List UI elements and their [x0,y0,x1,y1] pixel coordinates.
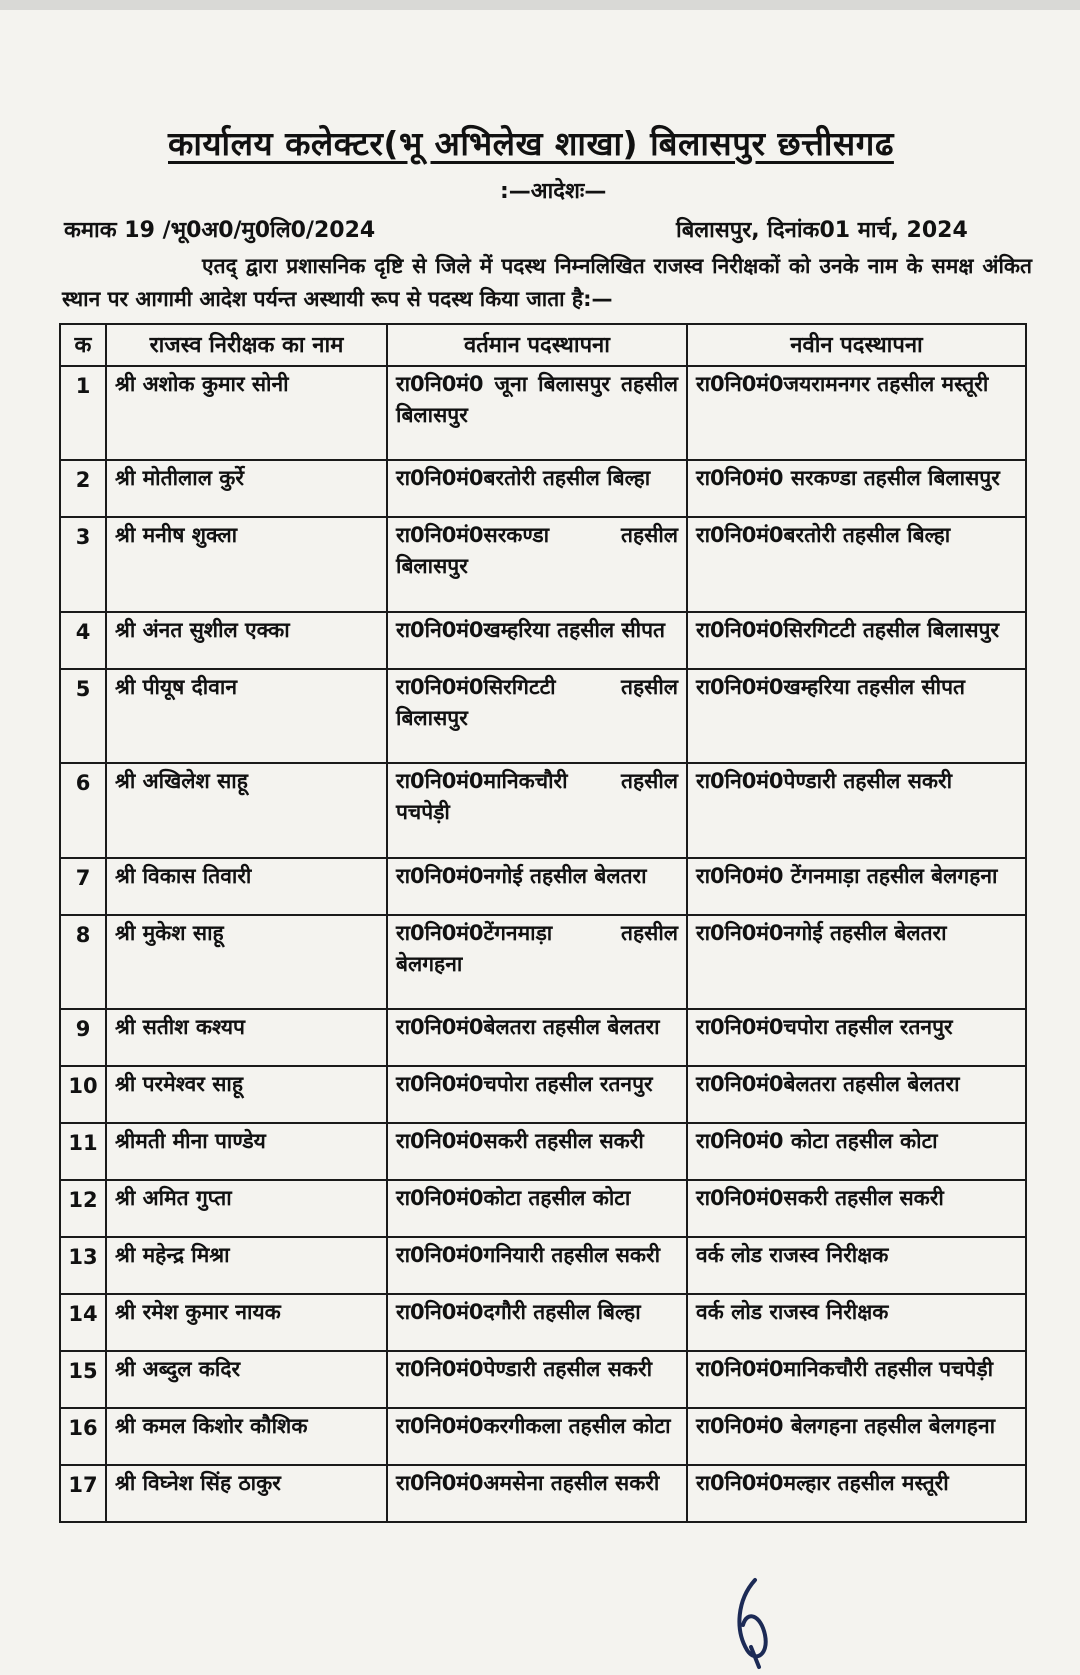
cell-new-posting: रा0नि0मं0मल्हार तहसील मस्तूरी [687,1465,1026,1522]
cell-serial: 15 [60,1351,106,1408]
cell-serial: 1 [60,366,106,460]
cell-serial: 8 [60,915,106,1009]
col-header-current-posting: वर्तमान पदस्थापना [387,324,687,366]
cell-serial: 10 [60,1066,106,1123]
cell-inspector-name: श्री मुकेश साहू [106,915,387,1009]
table-row [60,1465,1026,1522]
cell-serial: 17 [60,1465,106,1522]
col-header-serial: क [60,324,106,366]
cell-current-posting: रा0नि0मं0नगोई तहसील बेलतरा [387,858,687,915]
cell-new-posting: रा0नि0मं0 टेंगनमाड़ा तहसील बेलगहना [687,858,1026,915]
cell-current-posting: रा0नि0मं0चपोरा तहसील रतनपुर [387,1066,687,1123]
col-header-new-posting: नवीन पदस्थापना [687,324,1026,366]
table-row [60,1180,1026,1237]
table-row [60,460,1026,517]
cell-new-posting: रा0नि0मं0बरतोरी तहसील बिल्हा [687,517,1026,611]
posting-table [59,323,1027,1523]
cell-serial: 2 [60,460,106,517]
col-header-name: राजस्व निरीक्षक का नाम [106,324,387,366]
cell-current-posting: रा0नि0मं0सिरगिटटी तहसील बिलासपुर [387,669,687,763]
cell-inspector-name: श्री परमेश्वर साहू [106,1066,387,1123]
cell-current-posting: रा0नि0मं0सरकण्डा तहसील बिलासपुर [387,517,687,611]
cell-current-posting: रा0नि0मं0कोटा तहसील कोटा [387,1180,687,1237]
cell-current-posting: रा0नि0मं0बरतोरी तहसील बिल्हा [387,460,687,517]
cell-new-posting: वर्क लोड राजस्व निरीक्षक [687,1237,1026,1294]
cell-inspector-name: श्री मोतीलाल कुर्रे [106,460,387,517]
cell-new-posting: रा0नि0मं0सकरी तहसील सकरी [687,1180,1026,1237]
table-row [60,1009,1026,1066]
table-row [60,366,1026,460]
cell-inspector-name: श्री सतीश कश्यप [106,1009,387,1066]
cell-new-posting: रा0नि0मं0 कोटा तहसील कोटा [687,1123,1026,1180]
order-heading: :—आदेशः— [500,179,607,204]
cell-new-posting: रा0नि0मं0चपोरा तहसील रतनपुर [687,1009,1026,1066]
cell-current-posting: रा0नि0मं0गनियारी तहसील सकरी [387,1237,687,1294]
cell-new-posting: वर्क लोड राजस्व निरीक्षक [687,1294,1026,1351]
cell-inspector-name: श्री अब्दुल कदिर [106,1351,387,1408]
cell-new-posting: रा0नि0मं0खम्हरिया तहसील सीपत [687,669,1026,763]
cell-new-posting: रा0नि0मं0 बेलगहना तहसील बेलगहना [687,1408,1026,1465]
cell-serial: 7 [60,858,106,915]
signature-mark [725,1575,785,1670]
cell-current-posting: रा0नि0मं0टेंगनमाड़ा तहसील बेलगहना [387,915,687,1009]
cell-current-posting: रा0नि0मं0अमसेना तहसील सकरी [387,1465,687,1522]
cell-inspector-name: श्री अंनत सुशील एक्का [106,612,387,669]
cell-serial: 6 [60,763,106,857]
cell-current-posting: रा0नि0मं0बेलतरा तहसील बेलतरा [387,1009,687,1066]
table-row [60,1294,1026,1351]
cell-serial: 14 [60,1294,106,1351]
cell-current-posting: रा0नि0मं0मानिकचौरी तहसील पचपेड़ी [387,763,687,857]
cell-current-posting: रा0नि0मं0पेण्डारी तहसील सकरी [387,1351,687,1408]
table-row [60,915,1026,1009]
cell-inspector-name: श्री रमेश कुमार नायक [106,1294,387,1351]
table-row [60,858,1026,915]
cell-current-posting: रा0नि0मं0सकरी तहसील सकरी [387,1123,687,1180]
cell-serial: 11 [60,1123,106,1180]
cell-serial: 13 [60,1237,106,1294]
cell-current-posting: रा0नि0मं0दगौरी तहसील बिल्हा [387,1294,687,1351]
table-row [60,1408,1026,1465]
office-title: कार्यालय कलेक्टर(भू अभिलेख शाखा) बिलासपुर छत्तीसगढ [168,124,894,163]
reference-number: कमाक 19 /भू0अ0/मु0लि0/2024 [64,218,376,243]
table-row [60,1066,1026,1123]
table-body [60,366,1026,1522]
cell-serial: 3 [60,517,106,611]
cell-inspector-name: श्री महेन्द्र मिश्रा [106,1237,387,1294]
cell-current-posting: रा0नि0मं0खम्हरिया तहसील सीपत [387,612,687,669]
cell-current-posting: रा0नि0मं0 जूना बिलासपुर तहसील बिलासपुर [387,366,687,460]
table-row [60,1351,1026,1408]
cell-inspector-name: श्री अमित गुप्ता [106,1180,387,1237]
cell-serial: 5 [60,669,106,763]
cell-inspector-name: श्री अशोक कुमार सोनी [106,366,387,460]
table-row [60,1237,1026,1294]
cell-new-posting: रा0नि0मं0पेण्डारी तहसील सकरी [687,763,1026,857]
table-row [60,1123,1026,1180]
cell-new-posting: रा0नि0मं0मानिकचौरी तहसील पचपेड़ी [687,1351,1026,1408]
cell-inspector-name: श्री विकास तिवारी [106,858,387,915]
table-row [60,612,1026,669]
cell-inspector-name: श्रीमती मीना पाण्डेय [106,1123,387,1180]
cell-current-posting: रा0नि0मं0करगीकला तहसील कोटा [387,1408,687,1465]
cell-inspector-name: श्री विघ्नेश सिंह ठाकुर [106,1465,387,1522]
cell-serial: 9 [60,1009,106,1066]
order-date: बिलासपुर, दिनांक01 मार्च, 2024 [676,218,968,243]
cell-inspector-name: श्री मनीष शुक्ला [106,517,387,611]
cell-inspector-name: श्री अखिलेश साहू [106,763,387,857]
order-preamble: एतद् द्वारा प्रशासनिक दृष्टि से जिले में पदस्थ निम्नलिखित राजस्व निरीक्षकों को उनके नाम के समक्ष अंकित स्थान पर आगामी आदेश पर्यन्त अस्थायी रूप से पदस्थ किया जाता है:— [62,254,1032,311]
table-row [60,517,1026,611]
table-row [60,763,1026,857]
cell-inspector-name: श्री पीयूष दीवान [106,669,387,763]
cell-inspector-name: श्री कमल किशोर कौशिक [106,1408,387,1465]
table-header-row [60,324,1026,366]
cell-new-posting: रा0नि0मं0नगोई तहसील बेलतरा [687,915,1026,1009]
cell-serial: 12 [60,1180,106,1237]
cell-new-posting: रा0नि0मं0 सरकण्डा तहसील बिलासपुर [687,460,1026,517]
cell-new-posting: रा0नि0मं0जयरामनगर तहसील मस्तूरी [687,366,1026,460]
table-row [60,669,1026,763]
cell-new-posting: रा0नि0मं0बेलतरा तहसील बेलतरा [687,1066,1026,1123]
cell-new-posting: रा0नि0मं0सिरगिटटी तहसील बिलासपुर [687,612,1026,669]
cell-serial: 16 [60,1408,106,1465]
cell-serial: 4 [60,612,106,669]
